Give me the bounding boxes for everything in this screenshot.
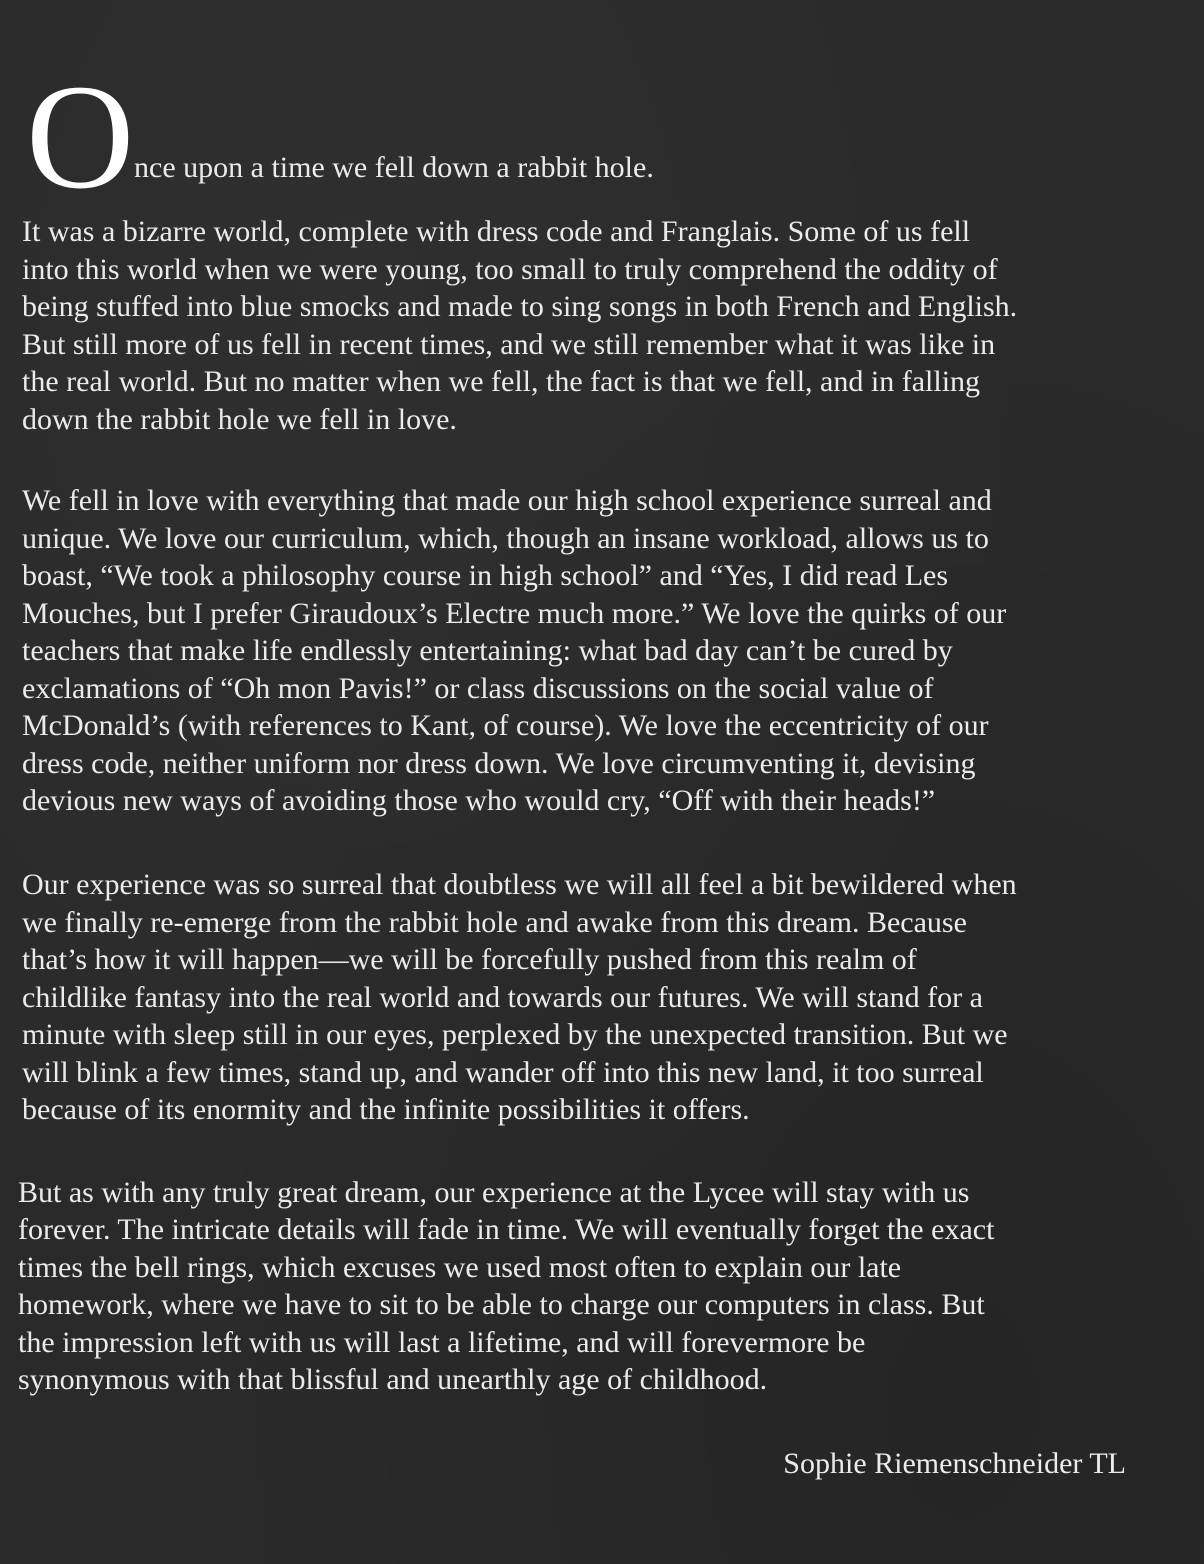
text-line: we finally re-emerge from the rabbit hole and awake from this dream. Because (22, 905, 967, 939)
text-line: dress code, neither uniform nor dress down. We love circumventing it, devising (22, 746, 976, 780)
text-line: that’s how it will happen—we will be forcefully pushed from this realm of (22, 943, 917, 976)
paragraph-1 (22, 213, 1182, 438)
text-line: homework, where we have to sit to be able to charge our computers in class. But (18, 1288, 985, 1322)
text-line: exclamations of “Oh mon Pavis!” or class discussions on the social value of (22, 671, 934, 705)
paragraph-2 (22, 482, 1182, 820)
opening-line: nce upon a time we fell down a rabbit hole. (134, 151, 654, 184)
text-line: Mouches, but I prefer Giraudoux’s Electre much more.” We love the quirks of our (22, 596, 1007, 630)
drop-cap: O (26, 54, 135, 220)
paragraph-3 (22, 866, 1182, 1129)
text-line: down the rabbit hole we fell in love. (22, 402, 457, 436)
text-line: unique. We love our curriculum, which, though an insane workload, allows us to (22, 521, 989, 555)
text-line: childlike fantasy into the real world and towards our futures. We will stand for a (22, 980, 983, 1014)
text-line: will blink a few times, stand up, and wander off into this new land, it too surreal (22, 1055, 984, 1089)
text-line: the impression left with us will last a lifetime, and will forevermore be (18, 1325, 866, 1359)
text-line: synonymous with that blissful and unearthly age of childhood. (18, 1363, 768, 1397)
text-line: times the bell rings, which excuses we used most often to explain our late (18, 1250, 902, 1284)
text-line: But still more of us fell in recent times, and we still remember what it was like in (22, 327, 996, 361)
text-line: minute with sleep still in our eyes, perplexed by the unexpected transition. But we (22, 1018, 1008, 1051)
author-signature: Sophie Riemenschneider TL (783, 1447, 1126, 1480)
text-line: forever. The intricate details will fade in time. We will eventually forget the exact (18, 1213, 995, 1247)
text-line: Our experience was so surreal that doubtless we will all feel a bit bewildered when (22, 868, 1017, 901)
text-line: being stuffed into blue smocks and made to sing songs in both French and English. (22, 290, 1018, 323)
text-line: into this world when we were young, too small to truly comprehend the oddity of (22, 252, 998, 286)
text-line: But as with any truly great dream, our experience at the Lycee will stay with us (18, 1176, 970, 1209)
text-line: the real world. But no matter when we fell, the fact is that we fell, and in falling (22, 365, 981, 398)
text-line: McDonald’s (with references to Kant, of course). We love the eccentricity of our (22, 709, 989, 742)
text-line: because of its enormity and the infinite possibilities it offers. (22, 1093, 750, 1126)
text-line: devious new ways of avoiding those who would cry, “Off with their heads!” (22, 784, 936, 817)
text-line: It was a bizarre world, complete with dress code and Franglais. Some of us fell (22, 215, 971, 248)
text-line: boast, “We took a philosophy course in high school” and “Yes, I did read Les (22, 559, 949, 592)
text-line: We fell in love with everything that made our high school experience surreal and (22, 484, 992, 517)
paragraph-4 (18, 1174, 1178, 1398)
text-line: teachers that make life endlessly entertaining: what bad day can’t be cured by (22, 634, 953, 667)
